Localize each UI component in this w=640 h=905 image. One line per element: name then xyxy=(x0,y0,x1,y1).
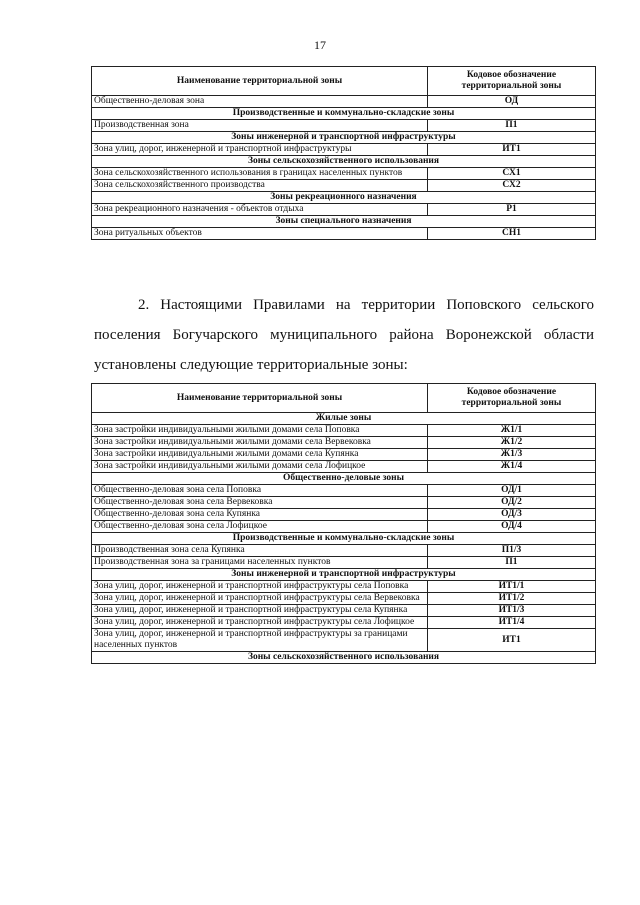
group-row xyxy=(92,216,596,228)
table-row xyxy=(92,168,596,180)
zone-name: Общественно-деловая зона села Поповка xyxy=(92,485,428,497)
zone-code: Р1 xyxy=(428,204,596,216)
zone-code: ИТ1/3 xyxy=(428,605,596,617)
page-number: 17 xyxy=(314,38,326,52)
table-row xyxy=(92,425,596,437)
table-row xyxy=(92,593,596,605)
zone-name: Зона застройки индивидуальными жилыми домами села Лофицкое xyxy=(92,461,428,473)
table-row xyxy=(92,449,596,461)
zone-code: ИТ1 xyxy=(428,144,596,156)
zone-name: Производственная зона xyxy=(92,120,428,132)
zone-name: Зона ритуальных объектов xyxy=(92,228,428,240)
table-row xyxy=(92,204,596,216)
table-row xyxy=(92,605,596,617)
table-row xyxy=(92,545,596,557)
zone-code: Ж1/4 xyxy=(428,461,596,473)
zone-name: Зона сельскохозяйственного производства xyxy=(92,180,428,192)
zone-code: СН1 xyxy=(428,228,596,240)
zones-table-1 xyxy=(91,66,596,240)
zone-name: Зона застройки индивидуальными жилыми домами села Купянка xyxy=(92,449,428,461)
group-row xyxy=(92,473,596,485)
zone-code: ОД/4 xyxy=(428,521,596,533)
zone-code: СХ2 xyxy=(428,180,596,192)
zone-name: Зона улиц, дорог, инженерной и транспортной инфраструктуры села Поповка xyxy=(92,581,428,593)
group-heading: Жилые зоны xyxy=(92,413,596,425)
group-heading: Зоны специального назначения xyxy=(92,216,596,228)
zone-code: П1 xyxy=(428,120,596,132)
paragraph-zones-intro: 2. Настоящими Правилами на территории Поповского сельского поселения Богучарского муниципального района Воронежской области установлены следующие территориальные зоны: xyxy=(94,297,594,373)
zone-name: Зона улиц, дорог, инженерной и транспортной инфраструктуры xyxy=(92,144,428,156)
zones-table-2 xyxy=(91,383,596,664)
zone-code: Ж1/2 xyxy=(428,437,596,449)
group-row xyxy=(92,132,596,144)
zone-name: Зона улиц, дорог, инженерной и транспортной инфраструктуры села Вервековка xyxy=(92,593,428,605)
table-row xyxy=(92,228,596,240)
group-heading: Производственные и коммунально-складские зоны xyxy=(92,108,596,120)
zone-name: Зона улиц, дорог, инженерной и транспортной инфраструктуры села Купянка xyxy=(92,605,428,617)
zone-name: Зона застройки индивидуальными жилыми домами села Поповка xyxy=(92,425,428,437)
table-row xyxy=(92,617,596,629)
header-name: Наименование территориальной зоны xyxy=(92,384,428,413)
zone-code: Ж1/1 xyxy=(428,425,596,437)
zone-name: Общественно-деловая зона xyxy=(92,96,428,108)
zone-name: Общественно-деловая зона села Вервековка xyxy=(92,497,428,509)
group-row xyxy=(92,569,596,581)
zone-code: ОД/2 xyxy=(428,497,596,509)
table-row xyxy=(92,96,596,108)
zone-name: Зона сельскохозяйственного использования в границах населенных пунктов xyxy=(92,168,428,180)
table-row xyxy=(92,521,596,533)
zone-code: ОД xyxy=(428,96,596,108)
group-row xyxy=(92,533,596,545)
group-row xyxy=(92,413,596,425)
table-row xyxy=(92,461,596,473)
table-body xyxy=(92,96,596,240)
group-row xyxy=(92,652,596,664)
zone-name: Зона улиц, дорог, инженерной и транспортной инфраструктуры села Лофицкое xyxy=(92,617,428,629)
zone-name: Общественно-деловая зона села Купянка xyxy=(92,509,428,521)
zone-name: Общественно-деловая зона села Лофицкое xyxy=(92,521,428,533)
zone-code: Ж1/3 xyxy=(428,449,596,461)
group-heading: Общественно-деловые зоны xyxy=(92,473,596,485)
table-row xyxy=(92,629,596,652)
table-row xyxy=(92,497,596,509)
zone-name: Зона улиц, дорог, инженерной и транспортной инфраструктуры за границами населенных пунктов xyxy=(92,629,428,652)
group-heading: Зоны рекреационного назначения xyxy=(92,192,596,204)
zone-name: Зона застройки индивидуальными жилыми домами села Вервековка xyxy=(92,437,428,449)
zone-code: СХ1 xyxy=(428,168,596,180)
group-row xyxy=(92,156,596,168)
zone-code: ИТ1/2 xyxy=(428,593,596,605)
table-header-row xyxy=(92,67,596,96)
header-code: Кодовое обозначение территориальной зоны xyxy=(428,67,596,96)
zone-name: Зона рекреационного назначения - объектов отдыха xyxy=(92,204,428,216)
group-heading: Зоны инженерной и транспортной инфраструктуры xyxy=(92,569,596,581)
group-heading: Производственные и коммунально-складские зоны xyxy=(92,533,596,545)
group-heading: Зоны сельскохозяйственного использования xyxy=(92,652,596,664)
table-body xyxy=(92,413,596,664)
table-row xyxy=(92,180,596,192)
table-row xyxy=(92,144,596,156)
zone-code: ИТ1 xyxy=(428,629,596,652)
table-row xyxy=(92,557,596,569)
table-header-row xyxy=(92,384,596,413)
zone-code: П1 xyxy=(428,557,596,569)
zone-code: ИТ1/1 xyxy=(428,581,596,593)
header-name: Наименование территориальной зоны xyxy=(92,67,428,96)
group-row xyxy=(92,108,596,120)
zone-code: П1/3 xyxy=(428,545,596,557)
table-row xyxy=(92,485,596,497)
group-heading: Зоны сельскохозяйственного использования xyxy=(92,156,596,168)
group-heading: Зоны инженерной и транспортной инфраструктуры xyxy=(92,132,596,144)
group-row xyxy=(92,192,596,204)
table-row xyxy=(92,509,596,521)
table-row xyxy=(92,120,596,132)
zone-name: Производственная зона за границами населенных пунктов xyxy=(92,557,428,569)
zone-code: ИТ1/4 xyxy=(428,617,596,629)
header-code: Кодовое обозначение территориальной зоны xyxy=(428,384,596,413)
table-row xyxy=(92,437,596,449)
zone-code: ОД/3 xyxy=(428,509,596,521)
table-row xyxy=(92,581,596,593)
zone-name: Производственная зона села Купянка xyxy=(92,545,428,557)
zone-code: ОД/1 xyxy=(428,485,596,497)
